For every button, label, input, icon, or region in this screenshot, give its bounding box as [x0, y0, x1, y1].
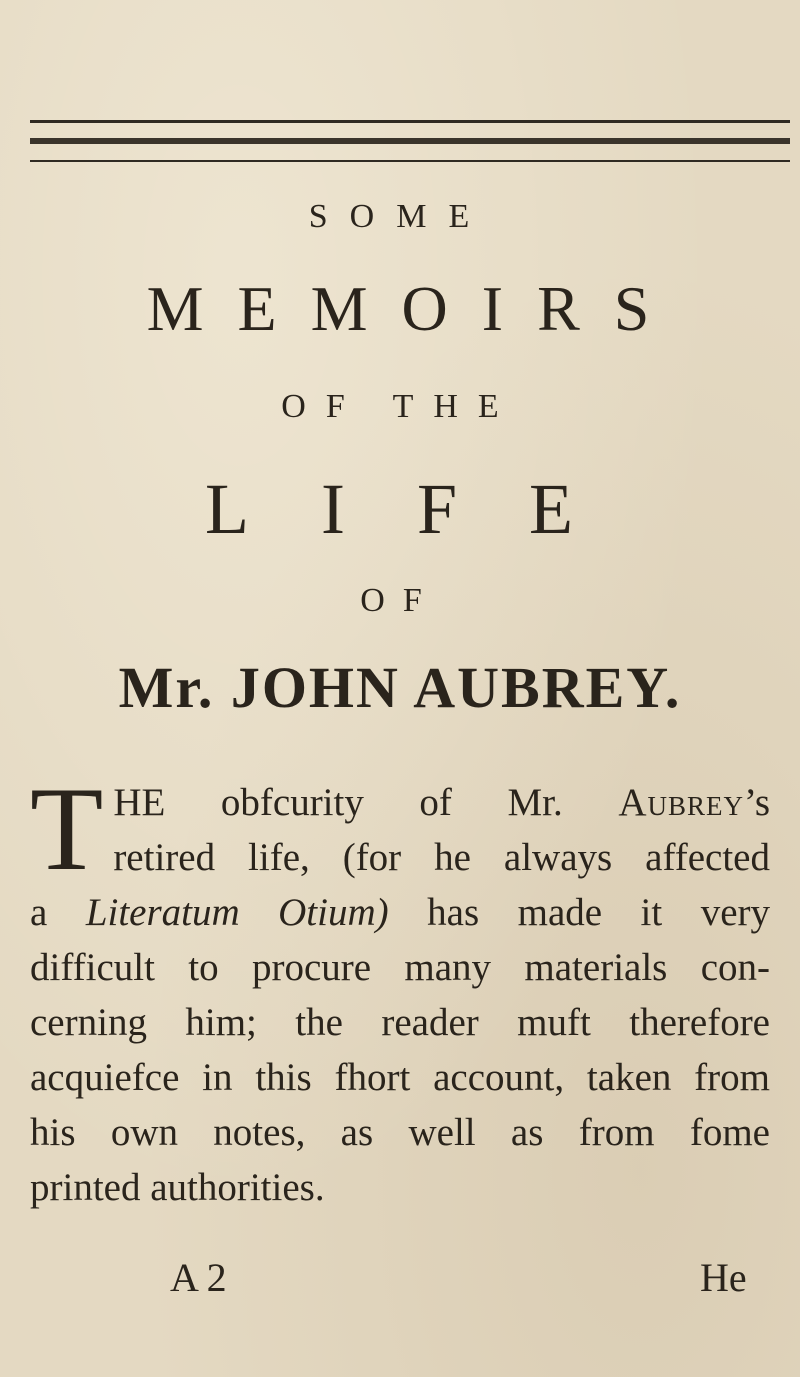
signature-mark: A 2: [170, 1255, 227, 1300]
top-rule-thin: [30, 120, 790, 123]
drop-cap: T: [30, 762, 104, 895]
title-life: LIFE: [205, 469, 645, 549]
body-paragraph: [30, 762, 771, 1215]
catchword: He: [700, 1255, 747, 1300]
body-line-3-italic: Literatum Otium): [85, 891, 389, 934]
body-line-5: cerning him; the reader muft therefore: [30, 1001, 770, 1044]
title-name: Mr. JOHN AUBREY.: [118, 655, 682, 720]
body-line-3-c: has made it very: [427, 891, 771, 934]
title-some: SOME: [308, 198, 492, 235]
body-line-3-a: a: [30, 891, 48, 934]
body-line-8: printed authorities.: [30, 1166, 325, 1209]
title-of-the: OF THE: [281, 388, 519, 425]
top-rule-thick: [30, 138, 790, 144]
body-line-7: his own notes, as well as from fome: [30, 1111, 770, 1154]
top-rule-bottom: [30, 160, 790, 162]
body-line-1-a: obfcurity of Mr.: [220, 781, 563, 824]
title-memoirs: MEMOIRS: [146, 273, 684, 344]
body-line-1-c: ’s: [744, 781, 771, 824]
first-word-rest: HE: [113, 781, 166, 824]
body-line-1: [30, 775, 770, 830]
body-line-2: retired life, (for he always affected: [113, 836, 770, 879]
body-line-3: [30, 885, 770, 940]
body-line-4: difficult to procure many materials con-: [30, 946, 770, 989]
title-of: OF: [360, 582, 440, 619]
body-line-1-name: Aubrey: [618, 781, 744, 824]
body-line-6: acquiefce in this fhort account, taken from: [30, 1056, 770, 1099]
